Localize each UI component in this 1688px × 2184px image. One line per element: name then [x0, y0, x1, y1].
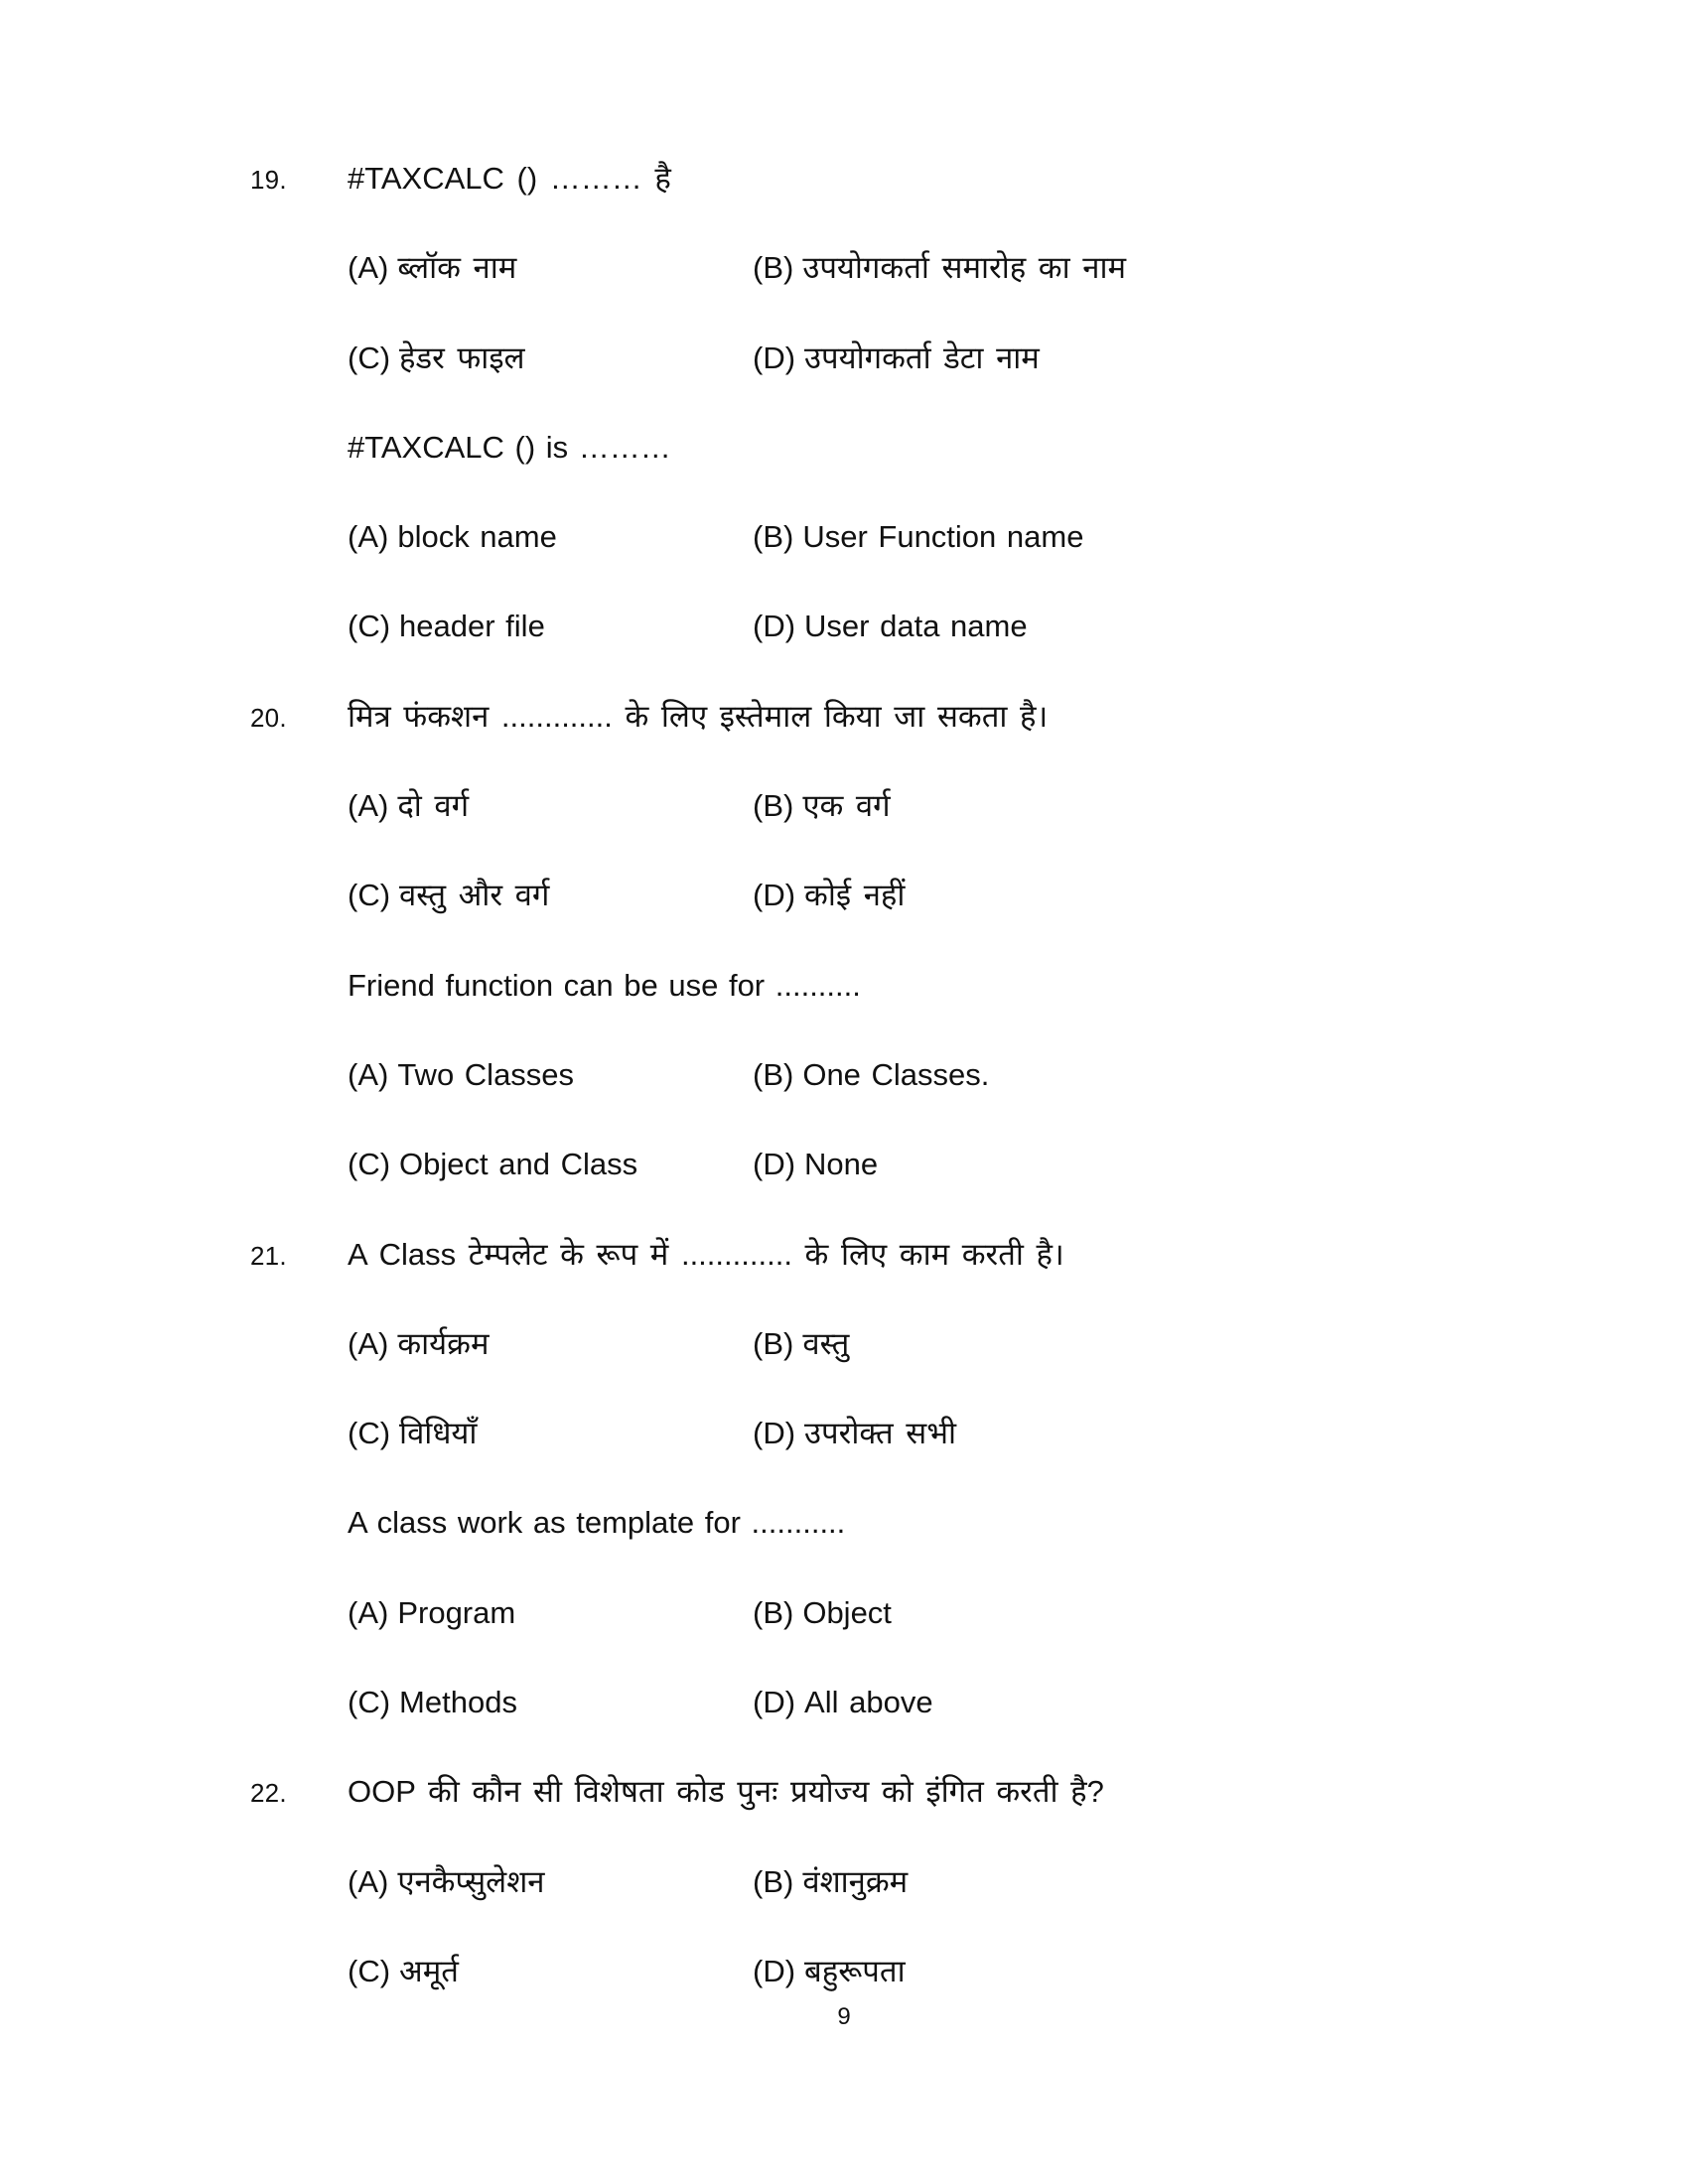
option-text-a: दो वर्ग	[397, 788, 470, 824]
question-20-number: 20.	[250, 702, 287, 733]
option-text-d: उपरोक्त सभी	[804, 1416, 957, 1451]
option-label-d: (D)	[753, 1147, 796, 1182]
question-20-option-c-english[interactable]	[348, 1145, 753, 1184]
option-text-c: Methods	[399, 1685, 517, 1720]
questions-container	[250, 159, 1481, 2041]
question-21-english-options-row-2	[250, 1683, 1481, 1722]
option-text-b: Object	[802, 1594, 892, 1630]
question-20-stem-english-row	[250, 966, 1481, 1006]
option-text-c: विधियाँ	[399, 1416, 478, 1451]
question-22-stem-hindi: OOP की कौन सी विशेषता कोड पुनः प्रयोज्य को इंगित करती है?	[348, 1774, 1104, 1810]
option-label-d: (D)	[753, 609, 796, 644]
question-22-hindi-options-row-1	[250, 1862, 1481, 1902]
option-text-b: वंशानुक्रम	[802, 1863, 909, 1899]
option-label-c: (C)	[348, 1953, 391, 1988]
question-22-option-b-hindi[interactable]	[753, 1862, 1481, 1902]
option-label-a: (A)	[348, 1863, 389, 1899]
option-label-a: (A)	[348, 788, 389, 824]
option-label-b: (B)	[753, 1325, 794, 1361]
option-label-a: (A)	[348, 519, 389, 555]
question-19-option-b-english[interactable]	[753, 517, 1481, 557]
question-20-english-options-row-1	[250, 1055, 1481, 1095]
question-19-stem-english-row	[250, 428, 1481, 468]
question-21-option-c-english[interactable]	[348, 1683, 753, 1722]
question-21-option-d-hindi[interactable]	[753, 1414, 1481, 1453]
option-label-d: (D)	[753, 878, 796, 913]
option-label-d: (D)	[753, 1953, 796, 1988]
question-20-option-a-english[interactable]	[348, 1055, 753, 1095]
option-label-d: (D)	[753, 1416, 796, 1451]
option-text-d: उपयोगकर्ता डेटा नाम	[804, 340, 1040, 375]
question-21-stem-hindi: A Class टेम्पलेट के रूप में ............. के लिए काम करती है।	[348, 1236, 1064, 1272]
question-20-option-c-hindi[interactable]	[348, 876, 753, 915]
question-20-stem-hindi: मित्र फंकशन ............. के लिए इस्तेमाल किया जा सकता है।	[348, 698, 1049, 734]
question-20-option-a-hindi[interactable]	[348, 786, 753, 826]
option-label-a: (A)	[348, 1325, 389, 1361]
option-text-b: वस्तु	[802, 1325, 850, 1361]
question-22-hindi-options-row-2	[250, 1952, 1481, 1991]
question-21-hindi-options-row-1	[250, 1324, 1481, 1364]
question-19-english-options-row-2	[250, 607, 1481, 646]
question-22-number: 22.	[250, 1778, 287, 1809]
option-label-c: (C)	[348, 609, 391, 644]
option-label-c: (C)	[348, 1416, 391, 1451]
question-21-stem-english-row	[250, 1503, 1481, 1543]
option-label-a: (A)	[348, 1056, 389, 1092]
question-21-stem-english: A class work as template for ...........	[348, 1505, 846, 1541]
option-label-c: (C)	[348, 340, 391, 375]
question-19-option-c-hindi[interactable]	[348, 339, 753, 378]
question-20-stem-hindi-row	[250, 697, 1481, 737]
question-21-hindi-options-row-2	[250, 1414, 1481, 1453]
question-19-option-b-hindi[interactable]	[753, 248, 1481, 288]
option-text-a: ब्लॉक नाम	[397, 250, 517, 286]
question-19-option-a-english[interactable]	[348, 517, 753, 557]
question-21-stem-hindi-row	[250, 1235, 1481, 1275]
question-21	[250, 1235, 1481, 1723]
question-20	[250, 697, 1481, 1185]
question-19-english-options-row-1	[250, 517, 1481, 557]
page-number: 9	[837, 2003, 851, 2030]
question-20-option-d-hindi[interactable]	[753, 876, 1481, 915]
option-label-b: (B)	[753, 788, 794, 824]
question-20-english-options-row-2	[250, 1145, 1481, 1184]
question-20-option-b-english[interactable]	[753, 1055, 1481, 1095]
question-19-stem-english: #TAXCALC () is ………	[348, 429, 671, 465]
option-text-c: header file	[399, 609, 545, 644]
option-text-a: कार्यक्रम	[397, 1325, 490, 1361]
question-19-number: 19.	[250, 165, 287, 195]
option-label-a: (A)	[348, 1594, 389, 1630]
question-22-stem-hindi-row	[250, 1772, 1481, 1812]
question-20-option-d-english[interactable]	[753, 1145, 1481, 1184]
option-text-c: वस्तु और वर्ग	[399, 878, 550, 913]
question-20-option-b-hindi[interactable]	[753, 786, 1481, 826]
question-19-option-d-hindi[interactable]	[753, 339, 1481, 378]
option-text-c: अमूर्त	[399, 1953, 459, 1988]
question-21-option-a-hindi[interactable]	[348, 1324, 753, 1364]
option-label-c: (C)	[348, 878, 391, 913]
option-label-b: (B)	[753, 1056, 794, 1092]
option-text-b: One Classes.	[802, 1056, 990, 1092]
option-text-d: कोई नहीं	[804, 878, 906, 913]
option-label-c: (C)	[348, 1147, 391, 1182]
question-21-option-d-english[interactable]	[753, 1683, 1481, 1722]
option-text-d: User data name	[804, 609, 1028, 644]
option-text-c: Object and Class	[399, 1147, 638, 1182]
option-label-b: (B)	[753, 519, 794, 555]
question-22-option-d-hindi[interactable]	[753, 1952, 1481, 1991]
option-text-a: एनकैप्सुलेशन	[397, 1863, 545, 1899]
question-20-hindi-options-row-2	[250, 876, 1481, 915]
question-19-option-d-english[interactable]	[753, 607, 1481, 646]
option-text-b: एक वर्ग	[802, 788, 891, 824]
question-21-option-b-english[interactable]	[753, 1593, 1481, 1633]
question-19-hindi-options-row-1	[250, 248, 1481, 288]
question-22-option-c-hindi[interactable]	[348, 1952, 753, 1991]
question-19-stem-hindi-row	[250, 159, 1481, 199]
question-19-option-c-english[interactable]	[348, 607, 753, 646]
question-21-english-options-row-1	[250, 1593, 1481, 1633]
option-label-b: (B)	[753, 250, 794, 286]
option-label-b: (B)	[753, 1594, 794, 1630]
option-label-d: (D)	[753, 1685, 796, 1720]
option-label-d: (D)	[753, 340, 796, 375]
question-21-option-c-hindi[interactable]	[348, 1414, 753, 1453]
question-22	[250, 1772, 1481, 1991]
option-text-c: हेडर फाइल	[399, 340, 525, 375]
option-label-c: (C)	[348, 1685, 391, 1720]
option-label-b: (B)	[753, 1863, 794, 1899]
question-20-stem-english: Friend function can be use for ..........	[348, 967, 861, 1003]
option-text-d: None	[804, 1147, 879, 1182]
question-21-option-a-english[interactable]	[348, 1593, 753, 1633]
question-21-option-b-hindi[interactable]	[753, 1324, 1481, 1364]
option-label-a: (A)	[348, 250, 389, 286]
option-text-d: All above	[804, 1685, 933, 1720]
option-text-a: Two Classes	[397, 1056, 575, 1092]
option-text-d: बहुरूपता	[804, 1953, 906, 1988]
question-21-number: 21.	[250, 1240, 287, 1271]
question-19-option-a-hindi[interactable]	[348, 248, 753, 288]
option-text-a: block name	[397, 519, 557, 555]
question-20-hindi-options-row-1	[250, 786, 1481, 826]
question-19-stem-hindi: #TAXCALC () ……… है	[348, 161, 671, 196]
option-text-b: User Function name	[802, 519, 1084, 555]
question-19-hindi-options-row-2	[250, 339, 1481, 378]
option-text-a: Program	[397, 1594, 516, 1630]
question-22-option-a-hindi[interactable]	[348, 1862, 753, 1902]
option-text-b: उपयोगकर्ता समारोह का नाम	[802, 250, 1127, 286]
question-19	[250, 159, 1481, 647]
